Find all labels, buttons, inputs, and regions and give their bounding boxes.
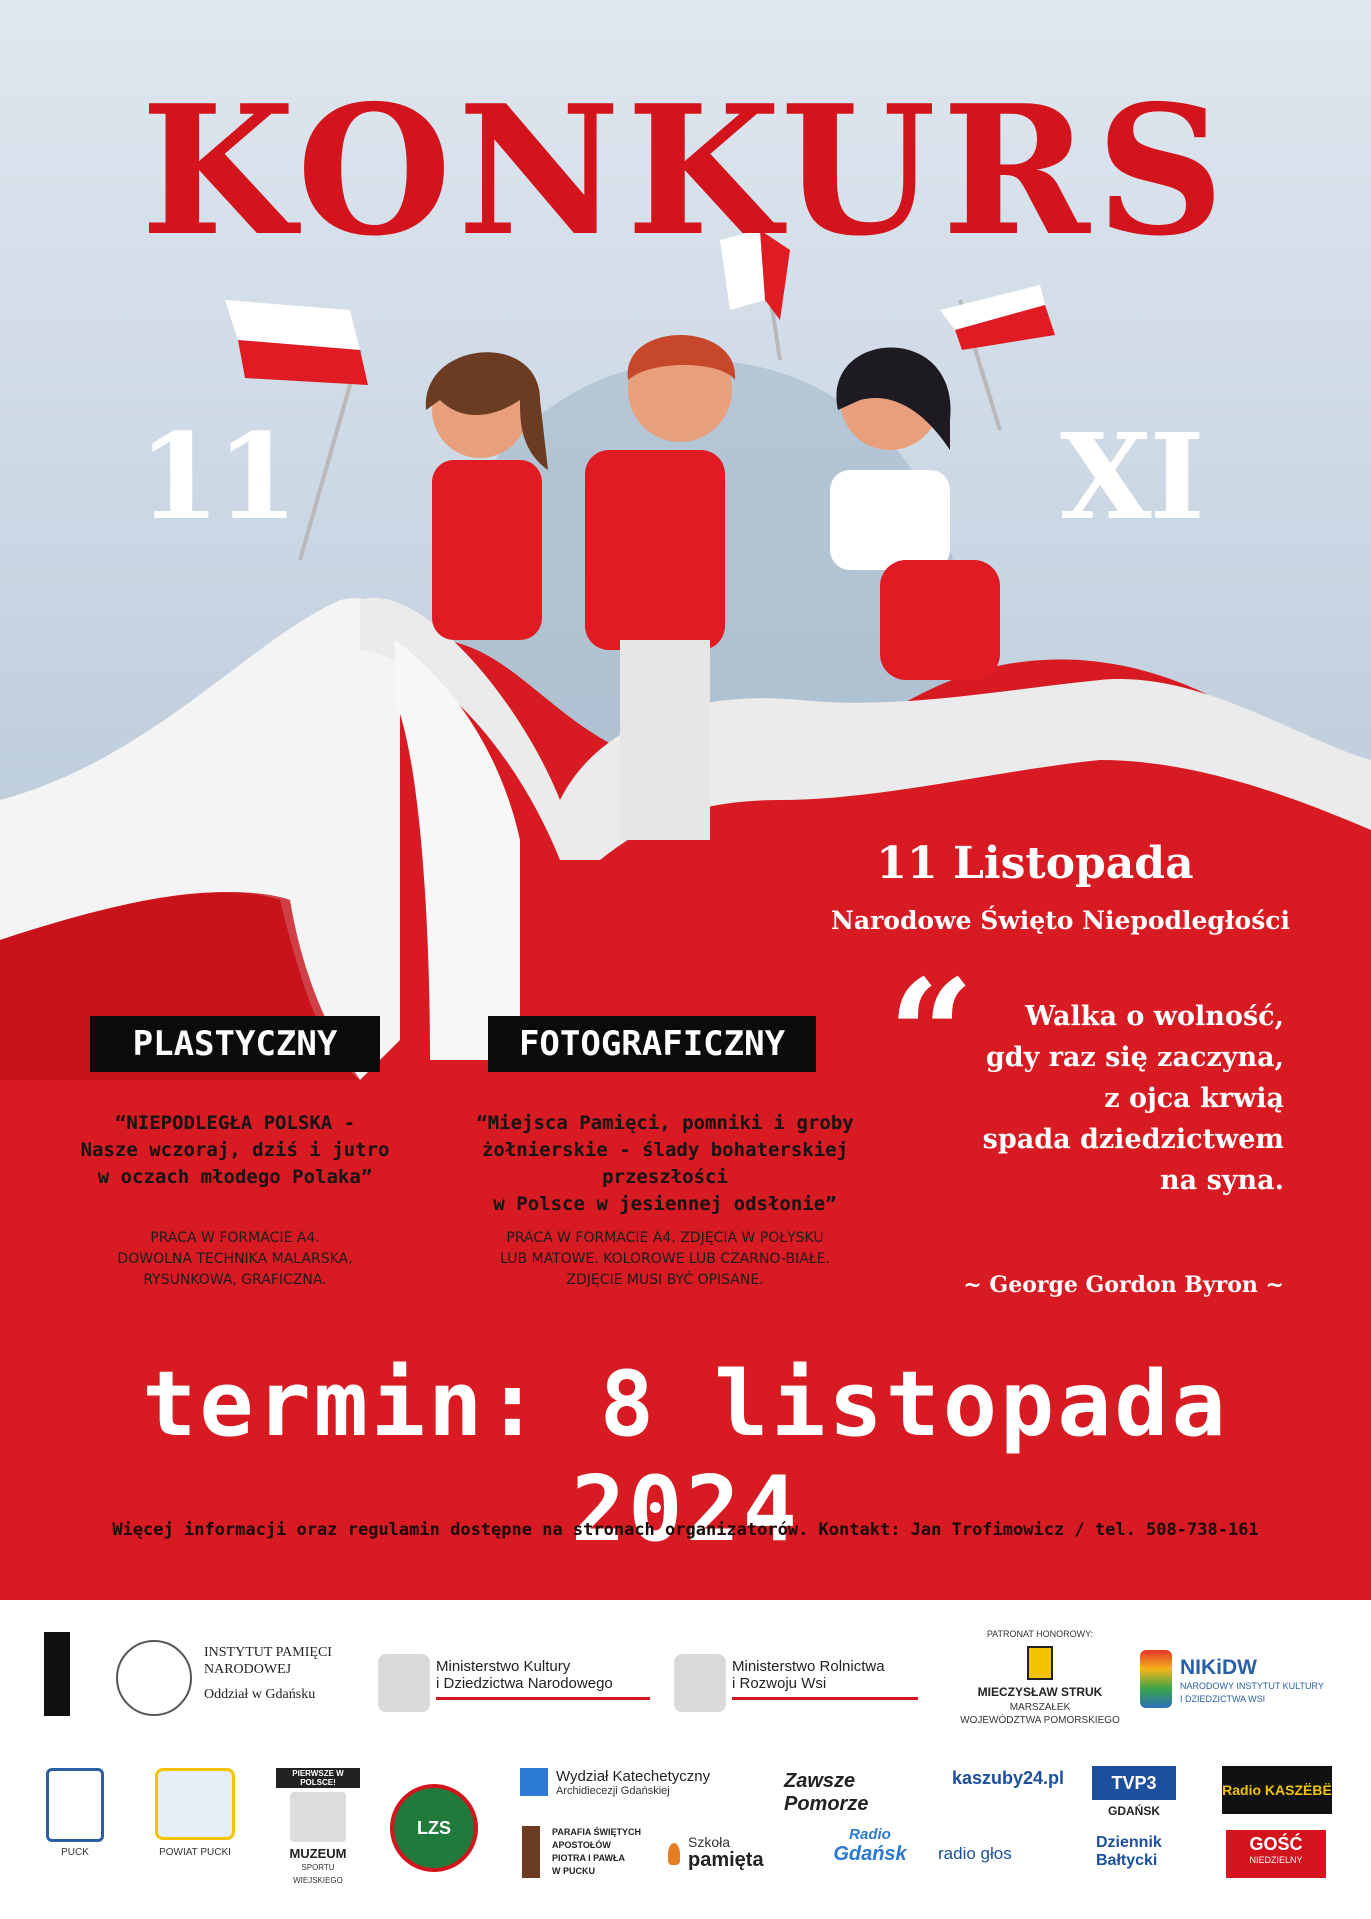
category-label-plastyczny: PLASTYCZNY <box>90 1016 380 1072</box>
poster-title: KONKURS <box>140 66 1231 275</box>
date-month: XI <box>1060 407 1203 546</box>
holiday-date: 11 Listopada <box>876 838 1194 889</box>
category-description-plastyczny <box>70 1228 400 1291</box>
title-line: żołnierskie - ślady bohaterskiej przeszłości <box>481 1139 849 1188</box>
logo-honorary-patron: PATRONAT HONOROWY: MIECZYSŁAW STRUK MARSZAŁEK WOJEWÓDZTWA POMORSKIEGO <box>960 1629 1120 1726</box>
quote-line: gdy raz się zaczyna, <box>985 1042 1284 1073</box>
contact-info: Więcej informacji oraz regulamin dostępne na stronach organizatorów. Kontakt: Jan Trofimowicz / tel. 508-738-161 <box>112 1520 1259 1540</box>
desc-line: ZDJĘCIE MUSI BYĆ OPISANE. <box>566 1272 764 1288</box>
griffin-crest-icon <box>155 1768 235 1840</box>
logo-radio-glos: radio głos <box>938 1844 1012 1863</box>
eagle-emblem-icon <box>378 1654 430 1712</box>
desc-line: DOWOLNA TECHNIKA MALARSKA, <box>117 1251 353 1267</box>
date-day: 11 <box>138 407 295 546</box>
organizer-emblem-icon <box>44 1632 70 1716</box>
desc-line: LUB MATOWE. KOLOROWE LUB CZARNO-BIAŁE. <box>500 1251 830 1267</box>
nikidw-icon <box>1140 1650 1172 1708</box>
desc-line: PRACA W FORMACIE A4. ZDJĘCIA W POŁYSKU <box>506 1230 824 1246</box>
quote-text <box>900 996 1284 1201</box>
logo-muzeum: PIERWSZE W POLSCE! MUZEUM SPORTU WIEJSKIEGO <box>276 1768 360 1887</box>
candle-icon <box>668 1843 680 1865</box>
logo-zawsze-pomorze: Zawsze Pomorze <box>784 1770 869 1815</box>
cross-icon <box>522 1826 540 1878</box>
logo-gosc-niedzielny: GOŚĆ NIEDZIELNY <box>1226 1830 1326 1878</box>
gear-icon <box>46 1768 104 1842</box>
quote-line: na syna. <box>1160 1165 1284 1196</box>
logo-radio-gdansk: Radio Gdańsk <box>833 1826 907 1865</box>
desc-line: RYSUNKOWA, GRAFICZNA. <box>143 1272 327 1288</box>
logo-radio-kaszebe: Radio KASZËBË <box>1222 1766 1332 1814</box>
holiday-name: Narodowe Święto Niepodległości <box>831 906 1290 935</box>
museum-icon <box>290 1792 346 1842</box>
title-line: “Miejsca Pamięci, pomniki i groby <box>476 1112 854 1134</box>
logo-dziennik-baltycki: Dziennik Bałtycki <box>1096 1834 1162 1869</box>
logo-powiat-pucki: POWIAT PUCKI <box>140 1768 250 1859</box>
logo-mrirw: Ministerstwo Rolnictwa i Rozwoju Wsi <box>732 1658 918 1700</box>
logo-parafia: PARAFIA ŚWIĘTYCH APOSTOŁÓW PIOTRA I PAWŁA W PUCKU <box>552 1827 641 1876</box>
category-title-fotograficzny <box>430 1110 900 1218</box>
quote-line: spada dziedzictwem <box>982 1124 1284 1155</box>
category-description-fotograficzny <box>440 1228 890 1291</box>
title-line: “NIEPODLEGŁA POLSKA - <box>114 1112 356 1134</box>
logo-mkidn: Ministerstwo Kultury i Dziedzictwa Narodowego <box>436 1658 650 1700</box>
logo-lzs: LZS <box>390 1784 478 1872</box>
cross-icon <box>520 1768 548 1796</box>
desc-line: PRACA W FORMACIE A4. <box>150 1230 320 1246</box>
title-line: Nasze wczoraj, dziś i jutro <box>80 1139 390 1161</box>
logo-nikidw: NIKiDW NARODOWY INSTYTUT KULTURY I DZIEDZICTWA WSI <box>1180 1656 1324 1704</box>
category-label-fotograficzny: FOTOGRAFICZNY <box>488 1016 816 1072</box>
quote-line: z ojca krwią <box>1104 1083 1284 1114</box>
logo-wydzial-katechetyczny: Wydział Katechetyczny Archidiecezji Gdańskiej <box>556 1768 711 1797</box>
logo-kaszuby24: kaszuby24.pl <box>951 1768 1065 1788</box>
logo-szkola-pamieta: Szkoła pamięta <box>668 1836 798 1872</box>
logo-pckziu: PUCK <box>40 1768 110 1859</box>
ipn-seal-icon <box>116 1640 192 1716</box>
logo-tvp3: TVP3 GDAŃSK <box>1092 1766 1176 1818</box>
pomorskie-crest-icon <box>1027 1646 1053 1680</box>
logo-ipn: INSTYTUT PAMIĘCI NARODOWEJ Oddział w Gdańsku <box>204 1645 332 1702</box>
quote-mark-icon: “ <box>888 947 975 1123</box>
quote-line: Walka o wolność, <box>1025 1001 1284 1032</box>
deadline: termin: 8 listopada 2024 <box>142 1352 1229 1562</box>
category-title-plastyczny <box>70 1110 400 1191</box>
eagle-emblem-icon <box>674 1654 726 1712</box>
title-line: w oczach młodego Polaka” <box>97 1166 373 1188</box>
quote-author: ~ George Gordon Byron ~ <box>963 1272 1284 1298</box>
title-line: w Polsce w jesiennej odsłonie” <box>493 1193 837 1215</box>
